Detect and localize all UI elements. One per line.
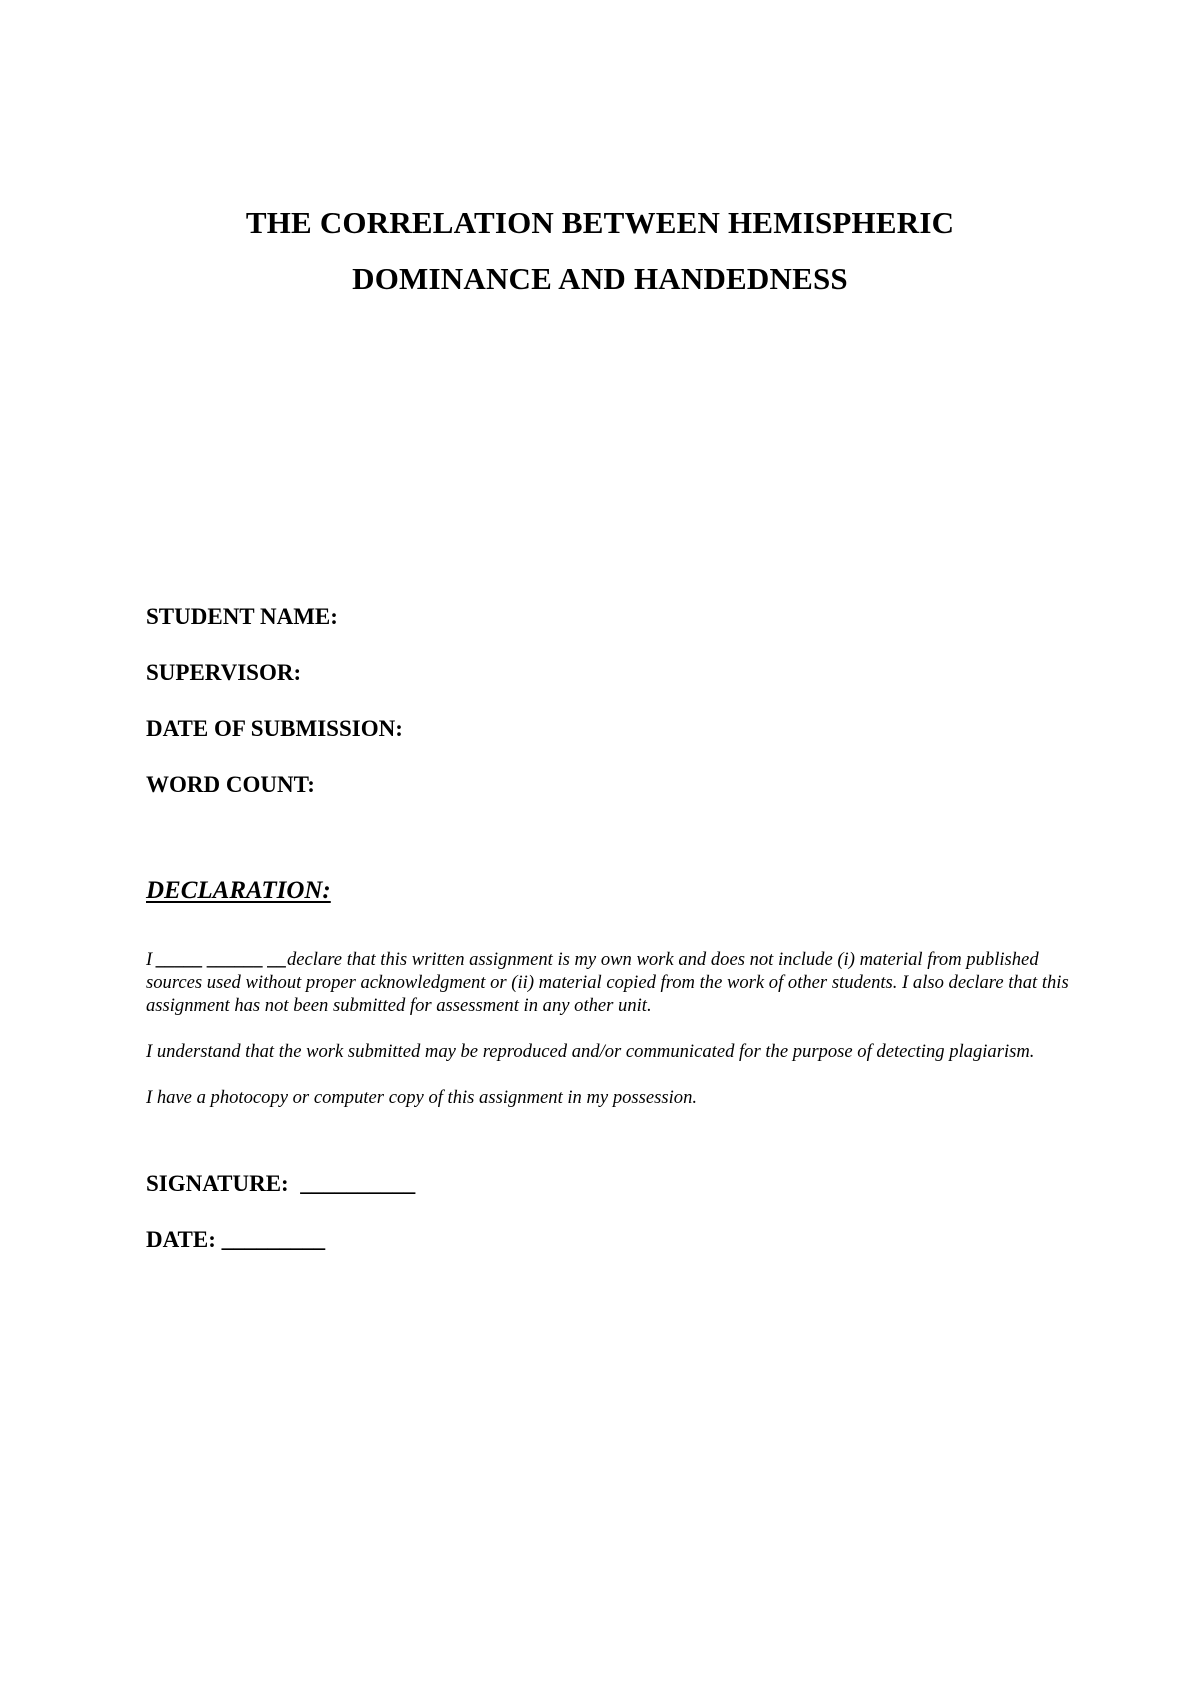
declaration-body: [146, 948, 1076, 1132]
supervisor-label: SUPERVISOR:: [146, 660, 302, 685]
declaration-paragraph-1: [146, 948, 1076, 1017]
title-line-2: DOMINANCE AND HANDEDNESS: [352, 261, 848, 296]
word-count-label: WORD COUNT:: [146, 772, 315, 797]
document-title: [0, 195, 1200, 307]
submission-fields: [146, 603, 403, 827]
signature-block: [146, 1170, 415, 1282]
date-line: DATE: _________: [146, 1227, 326, 1252]
signature-line: SIGNATURE: __________: [146, 1171, 416, 1196]
name-blank: _____ ______ __: [156, 949, 287, 970]
date-of-submission-label: DATE OF SUBMISSION:: [146, 716, 403, 741]
declaration-pronoun: I: [146, 949, 157, 970]
declaration-paragraph-3: I have a photocopy or computer copy of this assignment in my possession.: [146, 1087, 698, 1108]
declaration-heading: DECLARATION:: [146, 877, 331, 904]
title-line-1: THE CORRELATION BETWEEN HEMISPHERIC: [245, 205, 955, 240]
declaration-paragraph-2: I understand that the work submitted may be reproduced and/or communicated for the purpose of detecting plagiarism.: [146, 1041, 1035, 1062]
student-name-label: STUDENT NAME:: [146, 604, 338, 629]
declaration-text: declare that this written assignment is my own work and does not include (i) material from published sources used without proper acknowledgment or (ii) material copied from the work of other students. I also declare that this assignment has not been submitted for assessment in any other unit.: [146, 949, 1069, 1016]
